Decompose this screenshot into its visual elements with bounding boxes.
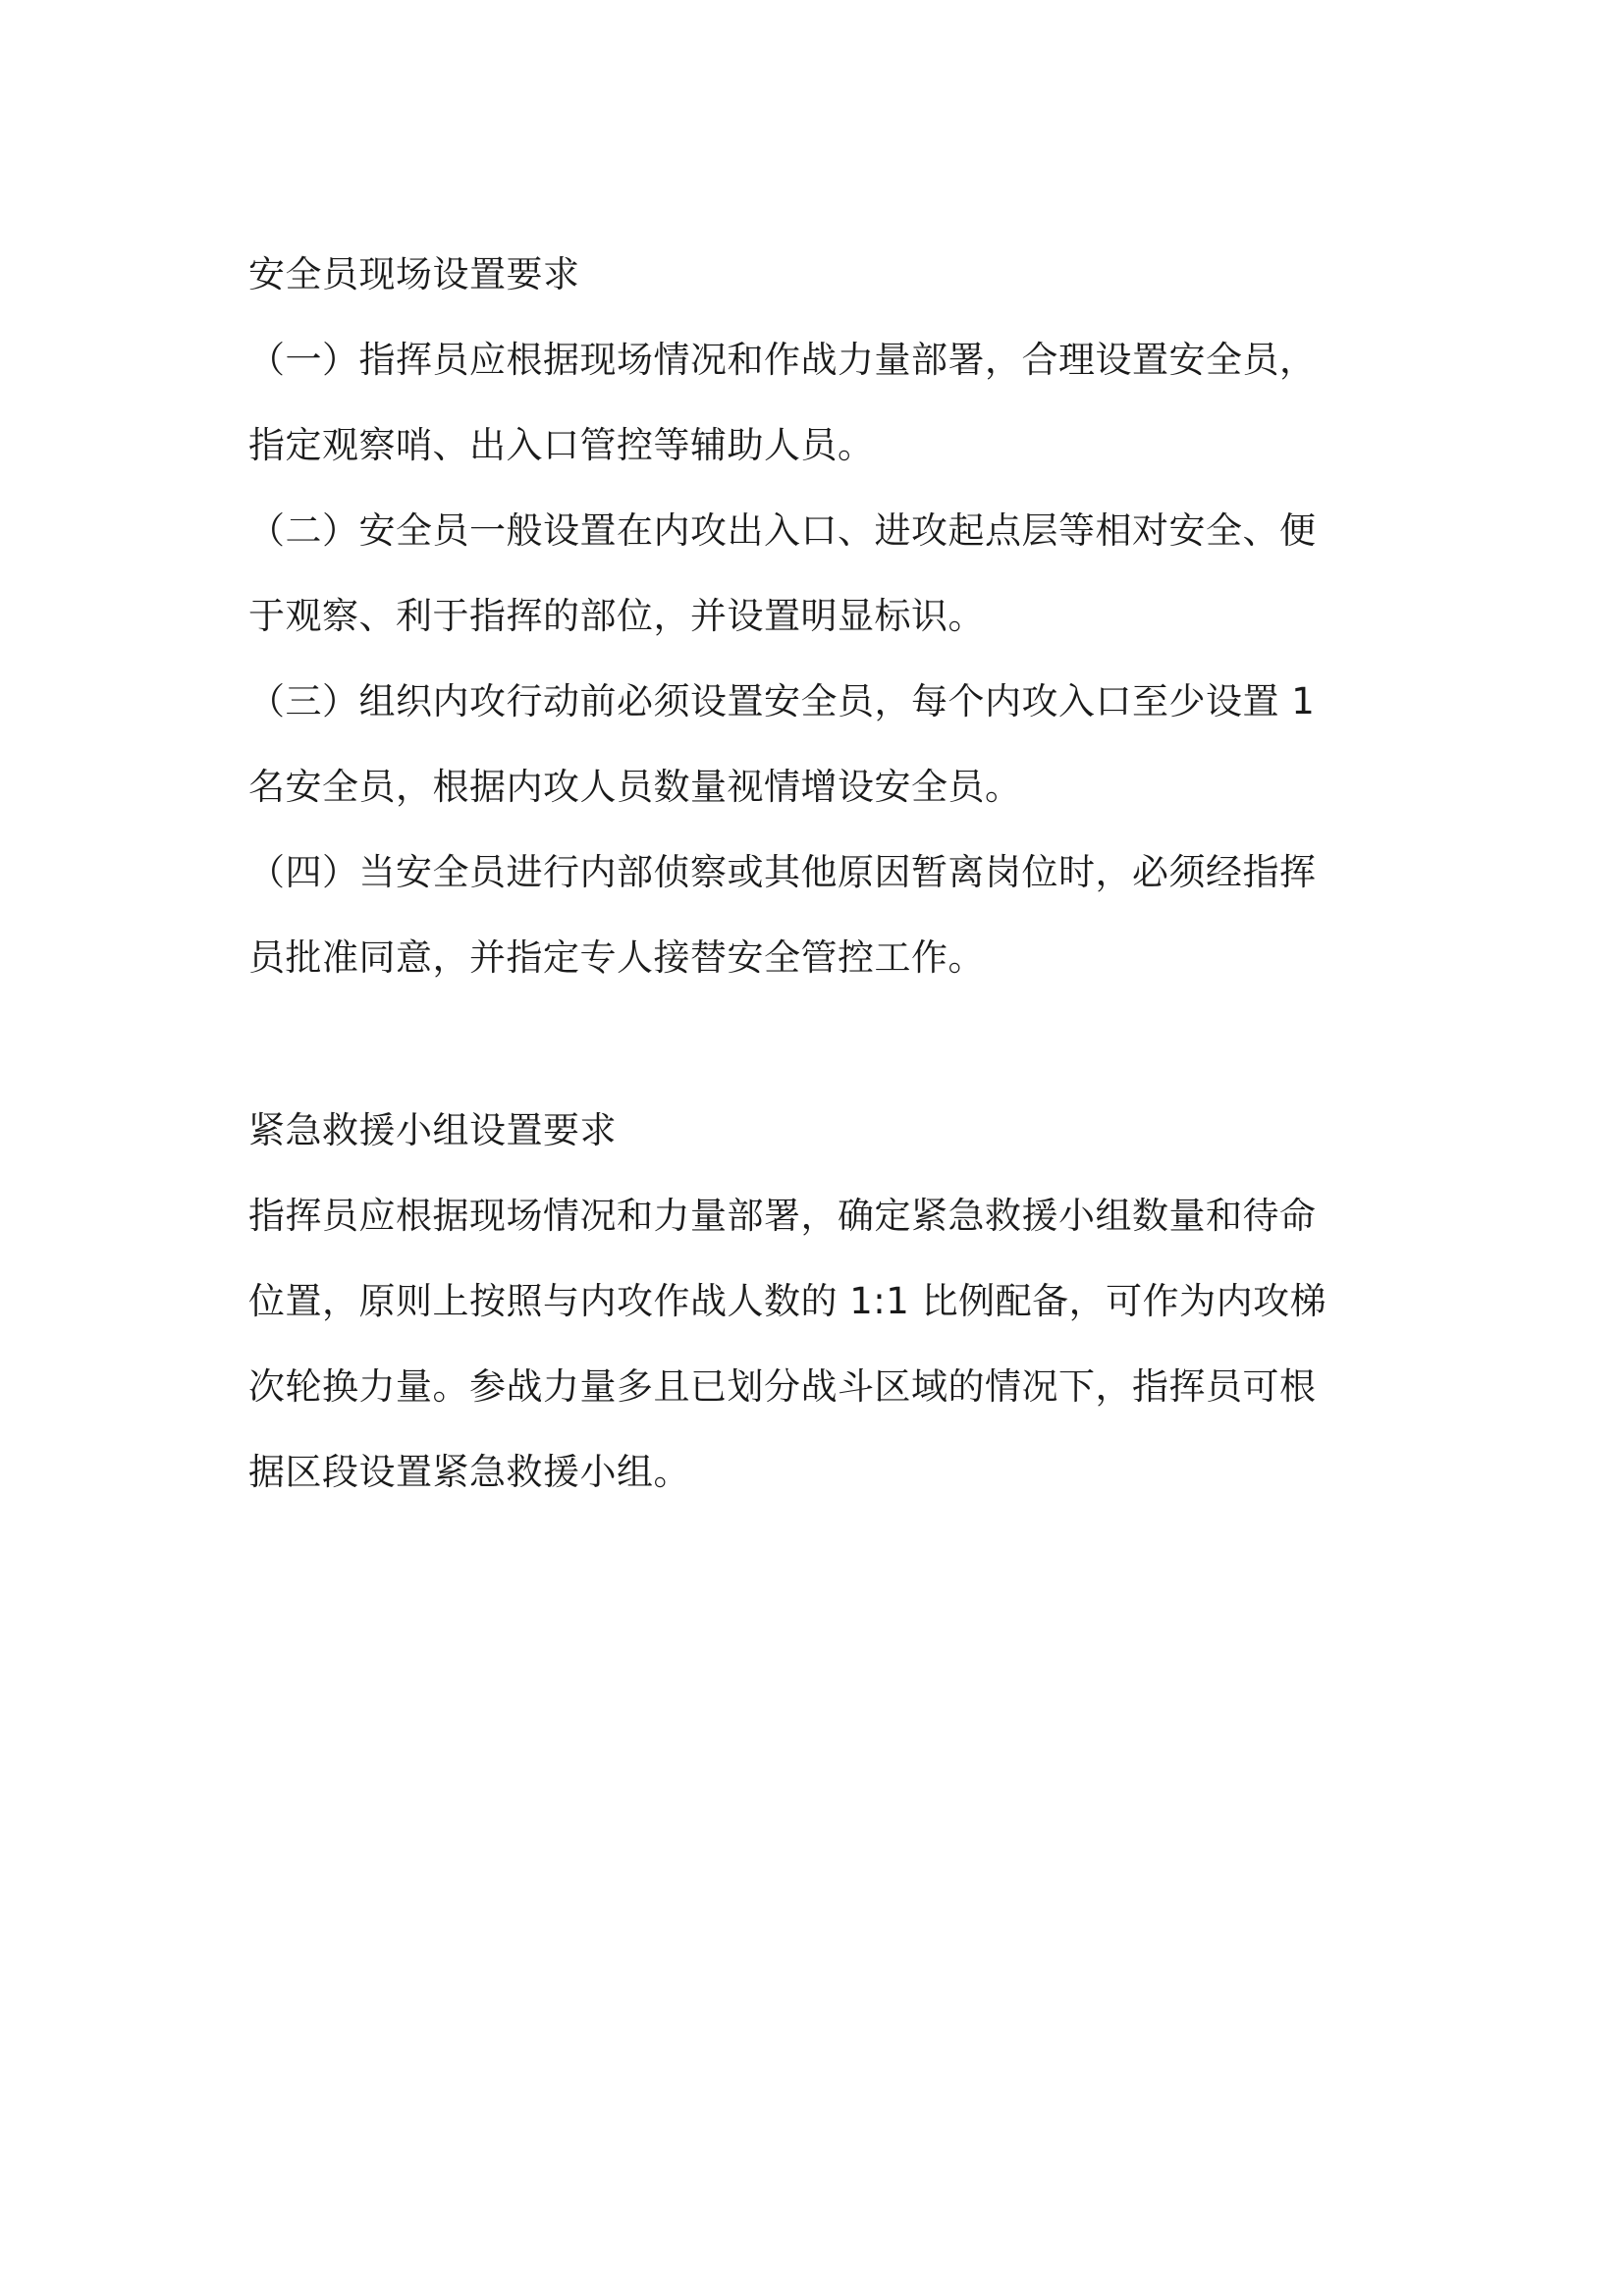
paragraph-line: （一）指挥员应根据现场情况和作战力量部署，合理设置安全员， xyxy=(248,339,1317,381)
paragraph-line: 指挥员应根据现场情况和力量部署，确定紧急救援小组数量和待命 xyxy=(248,1195,1317,1237)
paragraph-line: （三）组织内攻行动前必须设置安全员，每个内攻入口至少设置 1 xyxy=(248,680,1316,722)
paragraph-line: 位置，原则上按照与内攻作战人数的 1:1 比例配备，可作为内攻梯 xyxy=(248,1280,1327,1322)
section-heading: 安全员现场设置要求 xyxy=(248,253,580,295)
paragraph-line: 名安全员，根据内攻人员数量视情增设安全员。 xyxy=(248,766,1022,808)
safety-officer-section xyxy=(248,232,1387,1000)
rescue-team-section xyxy=(248,1088,1387,1515)
paragraph-line: （四）当安全员进行内部侦察或其他原因暂离岗位时，必须经指挥 xyxy=(248,851,1317,893)
paragraph-line: （二）安全员一般设置在内攻出入口、进攻起点层等相对安全、便 xyxy=(248,509,1317,552)
paragraph-line: 员批准同意，并指定专人接替安全管控工作。 xyxy=(248,936,985,979)
paragraph-line: 据区段设置紧急救援小组。 xyxy=(248,1451,690,1493)
paragraph-line: 于观察、利于指挥的部位，并设置明显标识。 xyxy=(248,595,985,637)
paragraph-line: 指定观察哨、出入口管控等辅助人员。 xyxy=(248,424,875,466)
paragraph-line: 次轮换力量。参战力量多且已划分战斗区域的情况下，指挥员可根 xyxy=(248,1365,1317,1408)
section-heading: 紧急救援小组设置要求 xyxy=(248,1109,617,1151)
